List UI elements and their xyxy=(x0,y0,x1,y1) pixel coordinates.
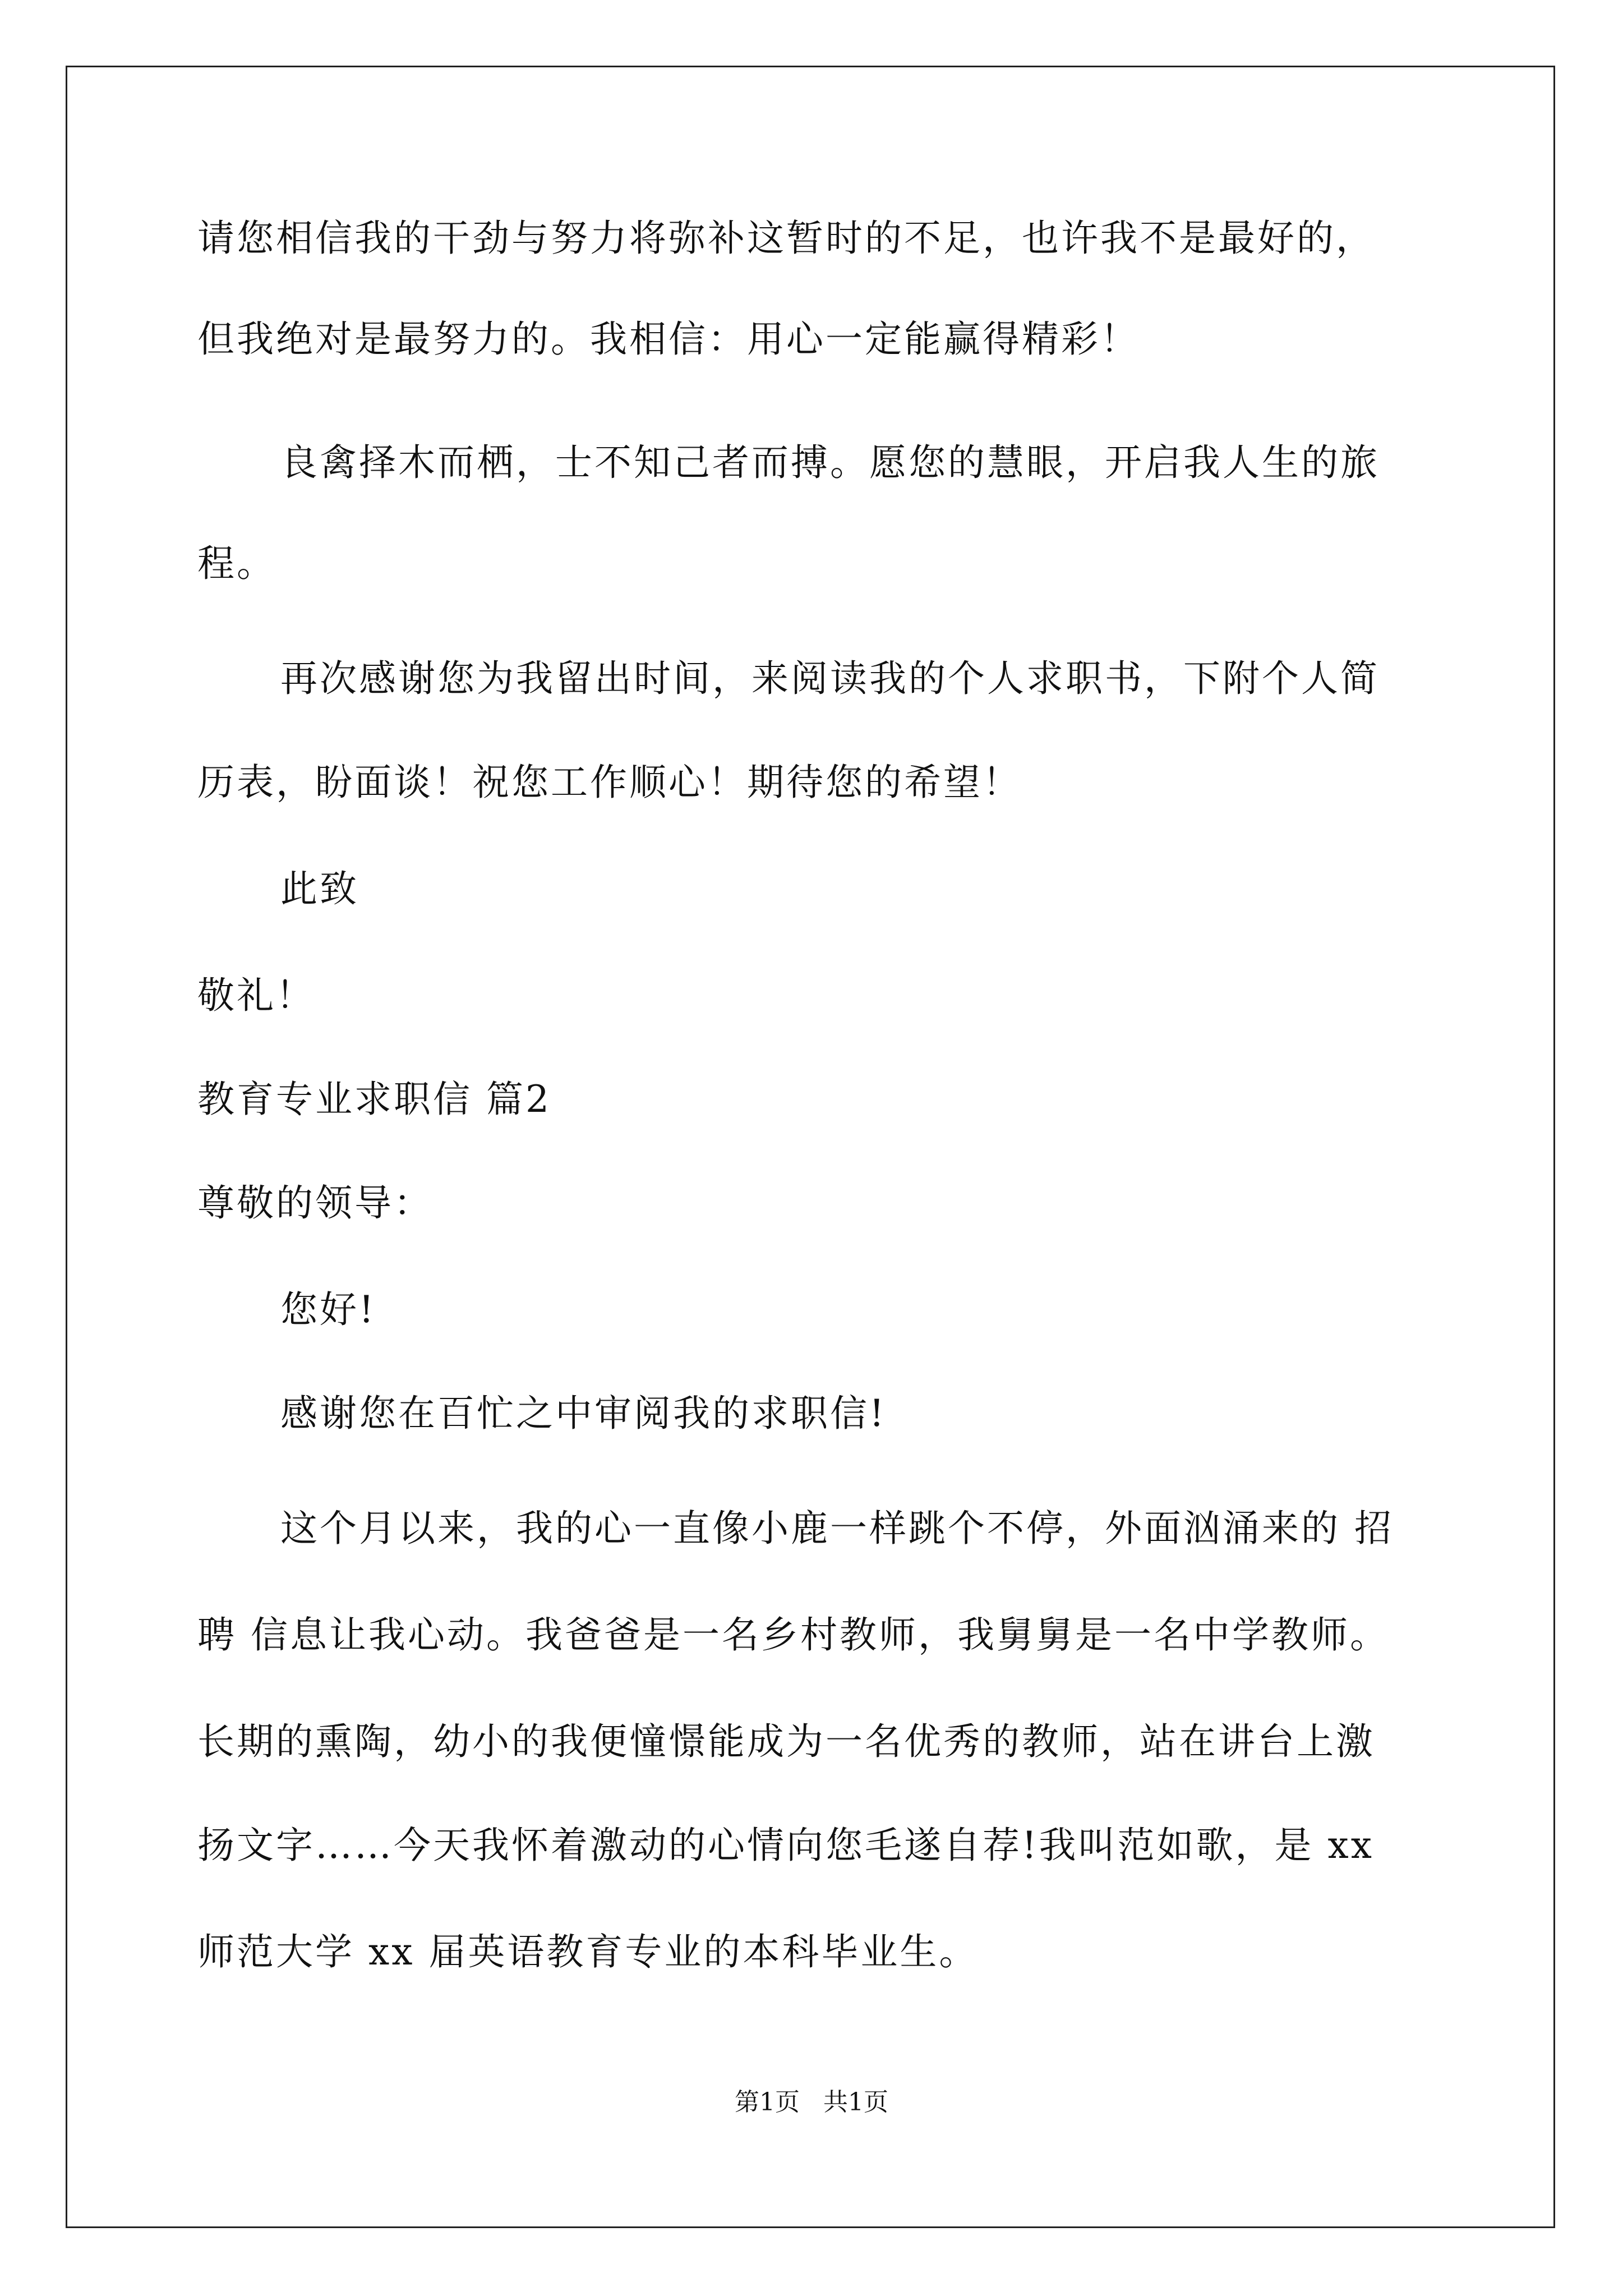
greeting-line: 尊敬的领导： xyxy=(197,1181,433,1225)
paragraph-line: 请您相信我的干劲与努力将弥补这暂时的不足，也许我不是最好的， xyxy=(197,217,1375,260)
paragraph-line: 这个月以来，我的心一直像小鹿一样跳个不停，外面汹涌来的 招 xyxy=(280,1507,1394,1550)
paragraph-line: 您好! xyxy=(280,1288,376,1331)
page-border xyxy=(66,66,1555,2228)
paragraph-line: 再次感谢您为我留出时间，来阅读我的个人求职书，下附个人简 xyxy=(280,657,1380,700)
paragraph-line: 历表，盼面谈！祝您工作顺心！期待您的希望！ xyxy=(197,761,1022,804)
paragraph-line: 长期的熏陶，幼小的我便憧憬能成为一名优秀的教师，站在讲台上激 xyxy=(197,1720,1375,1763)
section-heading: 教育专业求职信 篇2 xyxy=(197,1078,551,1121)
paragraph-line: 扬文字……今天我怀着激动的心情向您毛遂自荐!我叫范如歌，是 xx xyxy=(197,1824,1374,1867)
paragraph-line: 良禽择木而栖，士不知己者而搏。愿您的慧眼，开启我人生的旅 xyxy=(280,441,1380,484)
paragraph-line: 聘 信息让我心动。我爸爸是一名乡村教师，我舅舅是一名中学教师。 xyxy=(197,1613,1389,1657)
page-footer: 第1页 共1页 xyxy=(735,2088,888,2116)
paragraph-line: 感谢您在百忙之中审阅我的求职信! xyxy=(280,1392,887,1435)
paragraph-line: 程。 xyxy=(197,542,276,585)
closing-salutation: 此致 xyxy=(280,867,359,910)
closing-regards: 敬礼！ xyxy=(197,974,315,1017)
paragraph-line: 但我绝对是最努力的。我相信：用心一定能赢得精彩！ xyxy=(197,318,1140,361)
paragraph-line: 师范大学 xx 届英语教育专业的本科毕业生。 xyxy=(197,1930,979,1973)
